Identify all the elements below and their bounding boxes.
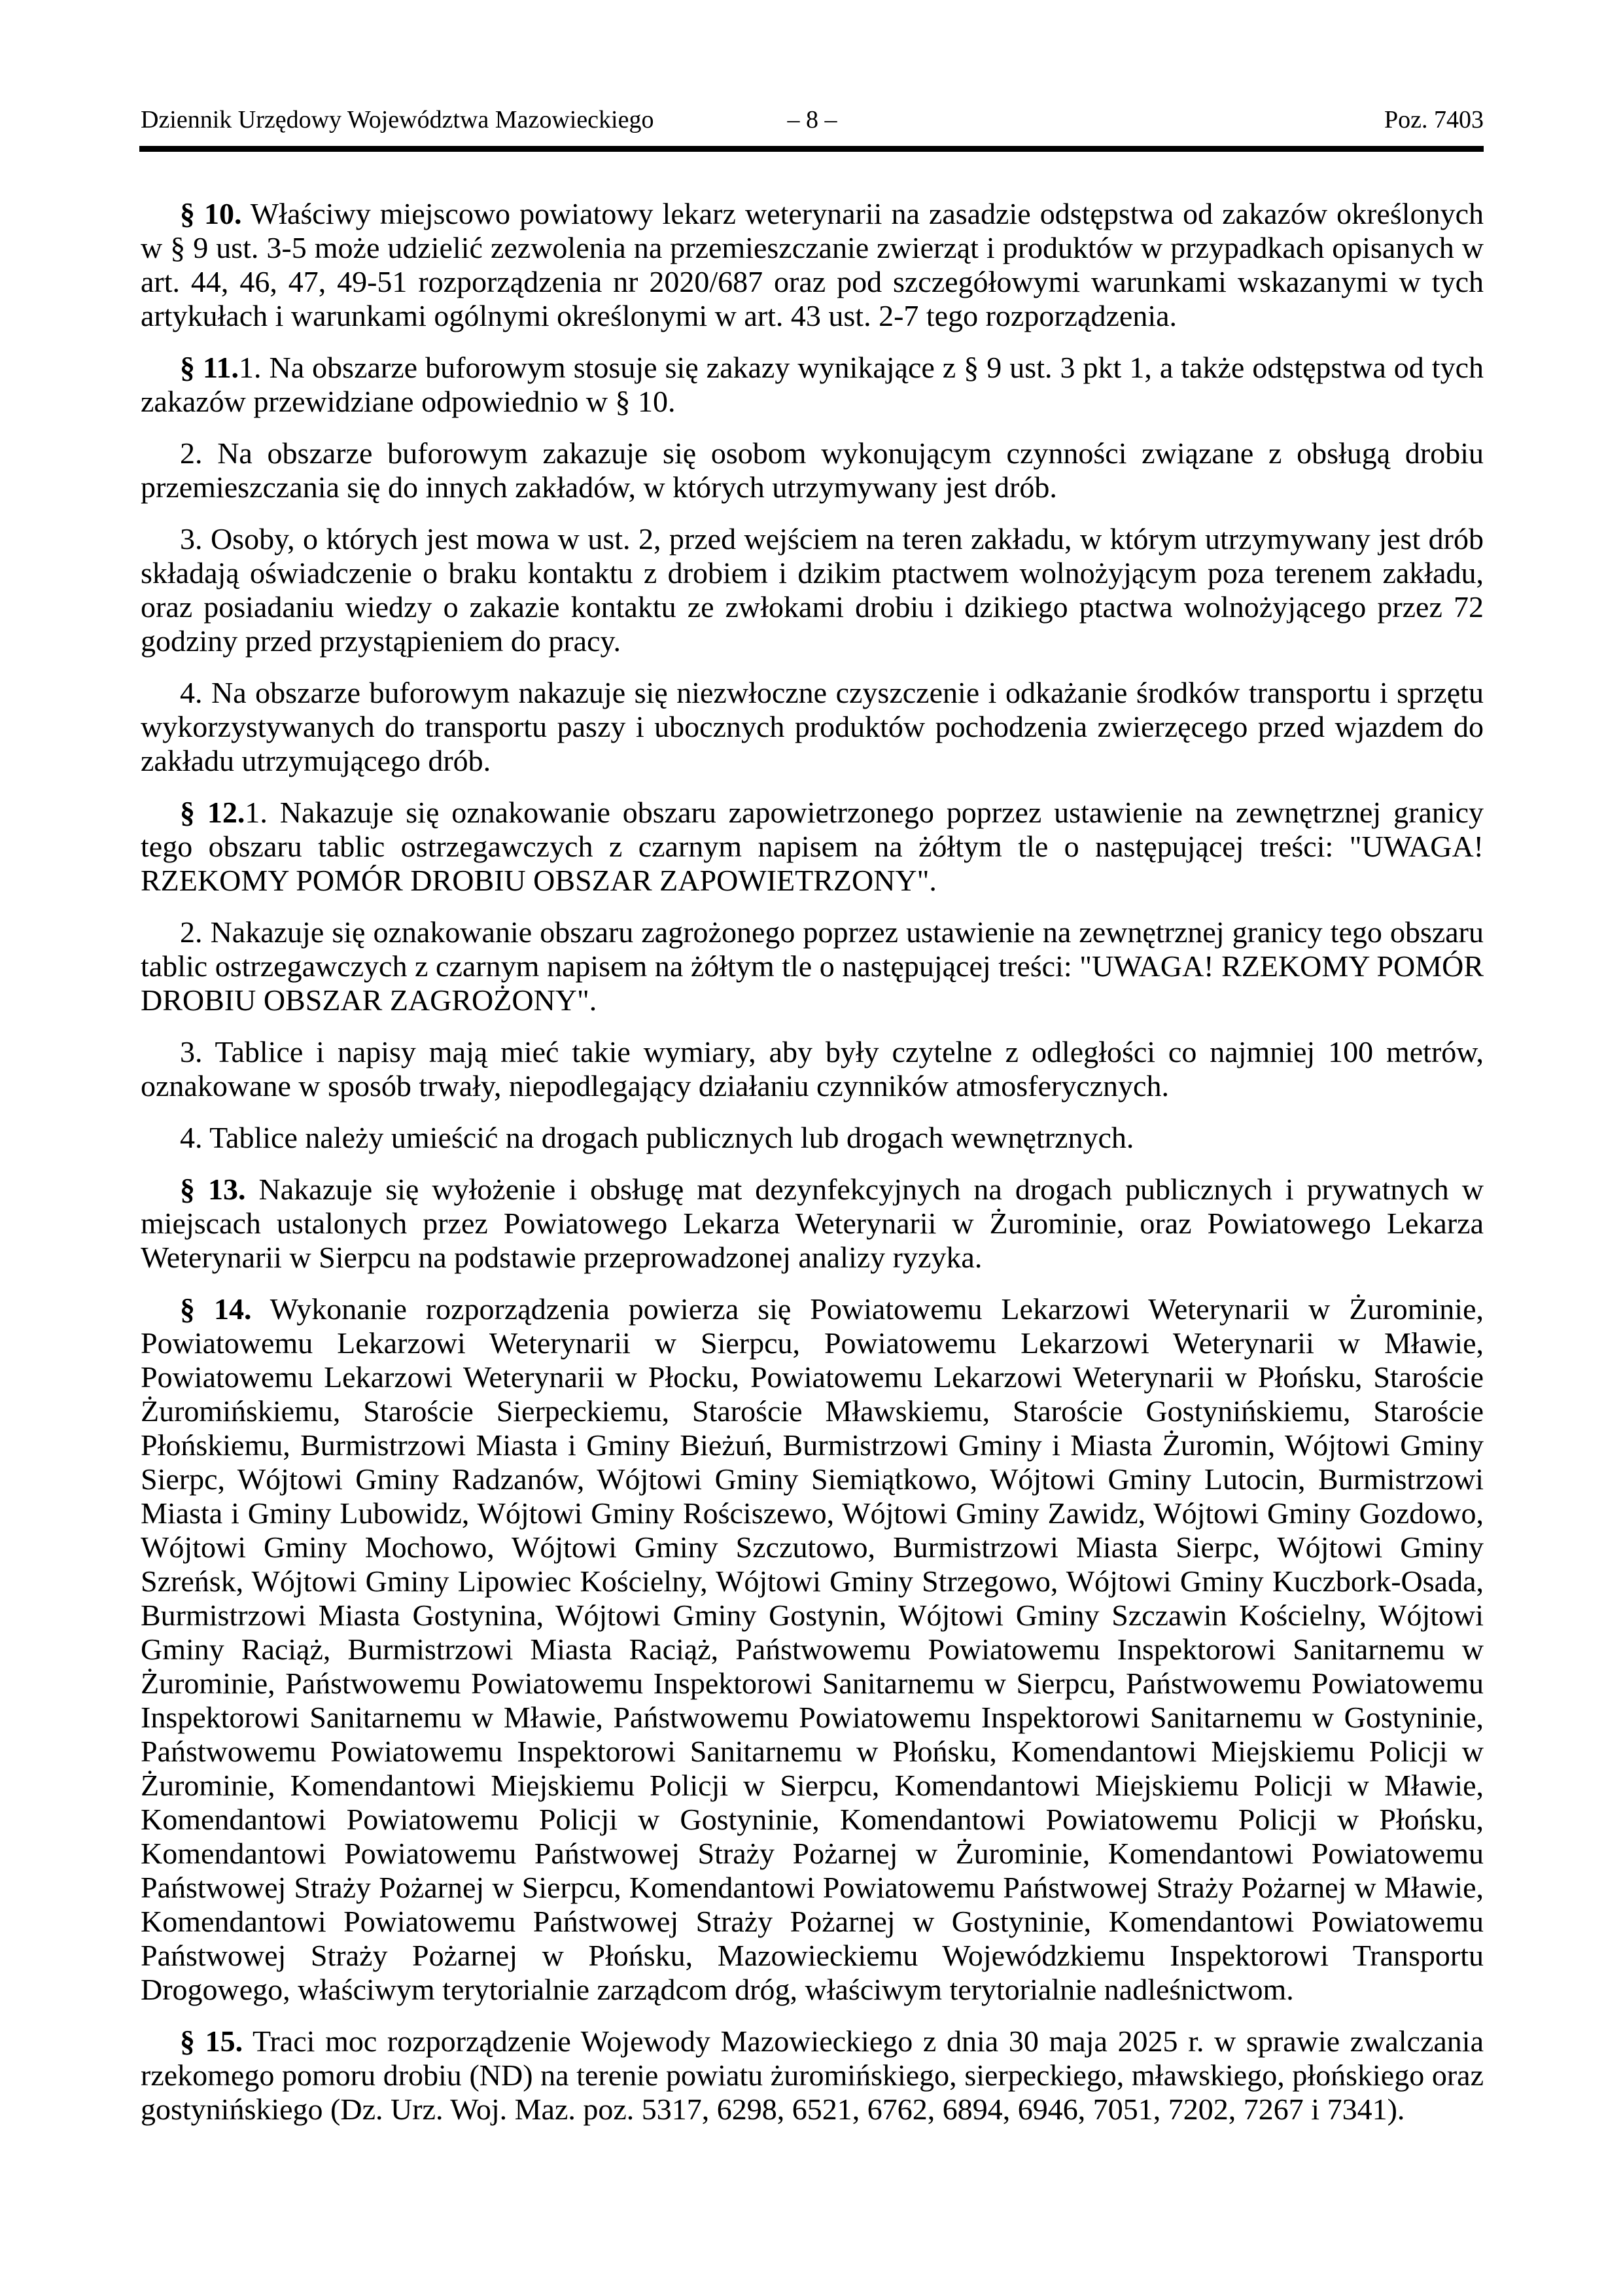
legal-paragraph (141, 796, 1484, 898)
paragraph-text: 3. Osoby, o których jest mowa w ust. 2, przed wejściem na teren zakładu, w którym utrzymywany jest drób składają oświadczenie o braku kontaktu z drobiem i dzikim ptactwem wolnożyjącym poza terenem zakładu, oraz posiadaniu wiedzy o zakazie kontaktu ze zwłokami drobiu i dzikiego ptactwa wolnożyjącego przez 72 godziny przed przystąpieniem do pracy. (141, 522, 1484, 658)
paragraph-text: 4. Na obszarze buforowym nakazuje się niezwłoczne czyszczenie i odkażanie środków transportu i sprzętu wykorzystywanych do transportu paszy i ubocznych produktów pochodzenia zwierzęcego przed wjazdem do zakładu utrzymującego drób. (141, 676, 1484, 777)
paragraph-text: 1. Na obszarze buforowym stosuje się zakazy wynikające z § 9 ust. 3 pkt 1, a także odstępstwa od tych zakazów przewidziane odpowiednio w § 10. (141, 351, 1484, 418)
journal-title: Dziennik Urzędowy Województwa Mazowieckiego (141, 106, 654, 133)
paragraph-text: Traci moc rozporządzenie Wojewody Mazowieckiego z dnia 30 maja 2025 r. w sprawie zwalczania rzekomego pomoru drobiu (ND) na terenie powiatu żuromińskiego, sierpeckiego, mławskiego, płońskiego oraz gostynińskiego (Dz. Urz. Woj. Maz. poz. 5317, 6298, 6521, 6762, 6894, 6946, 7051, 7202, 7267 i 7341). (141, 2024, 1484, 2126)
paragraph-text: 2. Na obszarze buforowym zakazuje się osobom wykonującym czynności związane z obsługą drobiu przemieszczania się do innych zakładów, w których utrzymywany jest drób. (141, 436, 1484, 504)
section-marker: § 12. (180, 796, 245, 829)
header-rule (139, 146, 1484, 152)
legal-paragraph (141, 197, 1484, 333)
page-header (141, 105, 1484, 137)
legal-paragraph (141, 436, 1484, 504)
paragraph-text: 1. Nakazuje się oznakowanie obszaru zapowietrzonego poprzez ustawienie na zewnętrznej granicy tego obszaru tablic ostrzegawczych z czarnym napisem na żółtym tle o następującej treści: "UWAGA! RZEKOMY POMÓR DROBIU OBSZAR ZAPOWIETRZONY". (141, 796, 1484, 897)
legal-paragraph (141, 1121, 1484, 1155)
legal-paragraph (141, 1173, 1484, 1275)
legal-paragraph (141, 351, 1484, 419)
section-marker: § 15. (180, 2024, 243, 2058)
paragraph-text: 4. Tablice należy umieścić na drogach publicznych lub drogach wewnętrznych. (180, 1121, 1134, 1154)
legal-paragraph (141, 676, 1484, 778)
legal-paragraph (141, 915, 1484, 1017)
paragraph-text: Wykonanie rozporządzenia powierza się Powiatowemu Lekarzowi Weterynarii w Żurominie, Powiatowemu Lekarzowi Weterynarii w Sierpcu, Powiatowemu Lekarzowi Weterynarii w Mławie, Powiatowemu Lekarzowi Weterynarii w Płocku, Powiatowemu Lekarzowi Weterynarii w Płońsku, Staroście Żuromińskiemu, Staroście Sierpeckiemu, Staroście Mławskiemu, Staroście Gostynińskiemu, Staroście Płońskiemu, Burmistrzowi Miasta i Gminy Bieżuń, Burmistrzowi Gminy i Miasta Żuromin, Wójtowi Gminy Sierpc, Wójtowi Gminy Radzanów, Wójtowi Gminy Siemiątkowo, Wójtowi Gminy Lutocin, Burmistrzowi Miasta i Gminy Lubowidz, Wójtowi Gminy Rościszewo, Wójtowi Gminy Zawidz, Wójtowi Gminy Gozdowo, Wójtowi Gminy Mochowo, Wójtowi Gminy Szczutowo, Burmistrzowi Miasta Sierpc, Wójtowi Gminy Szreńsk, Wójtowi Gminy Lipowiec Kościelny, Wójtowi Gminy Strzegowo, Wójtowi Gminy Kuczbork-Osada, Burmistrzowi Miasta Gostynina, Wójtowi Gminy Gostynin, Wójtowi Gminy Szczawin Kościelny, Wójtowi Gminy Raciąż, Burmistrzowi Miasta Raciąż, Państwowemu Powiatowemu Inspektorowi Sanitarnemu w Żurominie, Państwowemu Powiatowemu Inspektorowi Sanitarnemu w Sierpcu, Państwowemu Powiatowemu Inspektorowi Sanitarnemu w Mławie, Państwowemu Powiatowemu Inspektorowi Sanitarnemu w Gostyninie, Państwowemu Powiatowemu Inspektorowi Sanitarnemu w Płońsku, Komendantowi Miejskiemu Policji w Żurominie, Komendantowi Miejskiemu Policji w Sierpcu, Komendantowi Miejskiemu Policji w Mławie, Komendantowi Powiatowemu Policji w Gostyninie, Komendantowi Powiatowemu Policji w Płońsku, Komendantowi Powiatowemu Państwowej Straży Pożarnej w Żurominie, Komendantowi Powiatowemu Państwowej Straży Pożarnej w Sierpcu, Komendantowi Powiatowemu Państwowej Straży Pożarnej w Mławie, Komendantowi Powiatowemu Państwowej Straży Pożarnej w Gostyninie, Komendantowi Powiatowemu Państwowej Straży Pożarnej w Płońsku, Mazowieckiemu Wojewódzkiemu Inspektorowi Transportu Drogowego, właściwym terytorialnie zarządcom dróg, właściwym terytorialnie nadleśnictwom. (141, 1292, 1484, 2006)
section-marker: § 14. (180, 1292, 252, 1326)
paragraph-text: Właściwy miejscowo powiatowy lekarz weterynarii na zasadzie odstępstwa od zakazów określonych w § 9 ust. 3-5 może udzielić zezwolenia na przemieszczanie zwierząt i produktów w przypadkach opisanych w art. 44, 46, 47, 49-51 rozporządzenia nr 2020/687 oraz pod szczegółowymi warunkami wskazanymi w tych artykułach i warunkami ogólnymi określonymi w art. 43 ust. 2-7 tego rozporządzenia. (141, 197, 1484, 332)
paragraph-text: Nakazuje się wyłożenie i obsługę mat dezynfekcyjnych na drogach publicznych i prywatnych w miejscach ustalonych przez Powiatowego Lekarza Weterynarii w Żurominie, oraz Powiatowego Lekarza Weterynarii w Sierpcu na podstawie przeprowadzonej analizy ryzyka. (141, 1173, 1484, 1274)
position-number: Poz. 7403 (1384, 106, 1484, 133)
paragraph-text: 3. Tablice i napisy mają mieć takie wymiary, aby były czytelne z odległości co najmniej 100 metrów, oznakowane w sposób trwały, niepodlegający działaniu czynników atmosferycznych. (141, 1035, 1484, 1103)
legal-paragraph (141, 2024, 1484, 2127)
section-marker: § 10. (180, 197, 242, 230)
legal-paragraph (141, 522, 1484, 658)
document-body (141, 197, 1484, 2144)
paragraph-text: 2. Nakazuje się oznakowanie obszaru zagrożonego poprzez ustawienie na zewnętrznej granicy tego obszaru tablic ostrzegawczych z czarnym napisem na żółtym tle o następującej treści: "UWAGA! RZEKOMY POMÓR DROBIU OBSZAR ZAGROŻONY". (141, 915, 1484, 1017)
legal-paragraph (141, 1292, 1484, 2007)
page-number: – 8 – (787, 106, 837, 133)
section-marker: § 11. (180, 351, 239, 384)
legal-paragraph (141, 1035, 1484, 1103)
section-marker: § 13. (180, 1173, 246, 1206)
